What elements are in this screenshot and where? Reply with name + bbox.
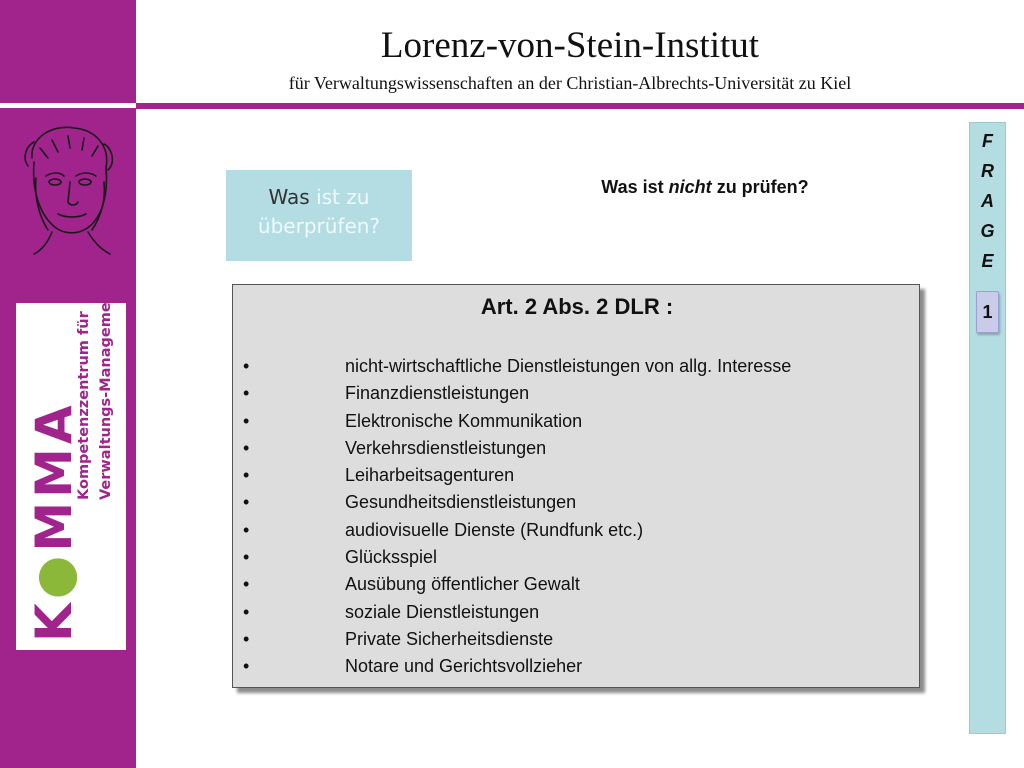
bullet-icon: • (243, 492, 250, 513)
list-item (233, 599, 921, 626)
logo-line-1: Kompetenzzentrum für (76, 311, 92, 500)
bullet-icon: • (243, 383, 250, 404)
list-item (233, 462, 921, 489)
header-divider (136, 103, 1024, 109)
list-item (233, 571, 921, 598)
bullet-icon: • (243, 574, 250, 595)
list-item (233, 408, 921, 435)
list-item (233, 353, 921, 380)
list-item (233, 544, 921, 571)
frage-label (969, 126, 1006, 276)
bullet-icon: • (243, 465, 250, 486)
list-item-text: Glücksspiel (345, 547, 438, 568)
list-item (233, 653, 921, 680)
institute-subtitle: für Verwaltungswissenschaften an der Christian-Albrechts-Universität zu Kiel (288, 73, 852, 93)
was-ist-zu-ueberpruefen-button[interactable] (226, 170, 412, 261)
list-item (233, 489, 921, 516)
sidebar-divider (0, 103, 136, 108)
question-emphasis: nicht (668, 177, 712, 197)
list-item-text: Leiharbeitsagenturen (345, 465, 515, 486)
list-item (233, 380, 921, 407)
list-item-text: nicht-wirtschaftliche Dienstleistungen von allg. Interesse (345, 356, 792, 376)
bullet-icon: • (243, 601, 250, 622)
bullet-icon: • (243, 410, 250, 431)
content-title: Art. 2 Abs. 2 DLR : (480, 294, 674, 319)
frage-letter: E (981, 251, 994, 271)
exclusions-box (232, 284, 920, 688)
frage-letter: R (981, 161, 994, 181)
bullet-icon: • (243, 656, 250, 677)
list-item-text: Verkehrsdienstleistungen (345, 437, 547, 458)
komma-logo (16, 285, 126, 650)
list-item (233, 626, 921, 653)
list-item-text: Elektronische Kommunikation (345, 410, 583, 431)
nav-button-part1: Was (268, 185, 310, 209)
list-item (233, 435, 921, 462)
was-ist-nicht-zu-pruefen-heading (560, 177, 850, 198)
frage-1-button[interactable]: 1 (976, 291, 999, 333)
portrait-sketch-icon (12, 118, 124, 258)
list-item-text: Private Sicherheitsdienste (345, 628, 554, 649)
list-item-text: Gesundheitsdienstleistungen (345, 492, 577, 513)
list-item-text: Notare und Gerichtsvollzieher (345, 656, 583, 677)
bullet-icon: • (243, 547, 250, 568)
bullet-icon: • (243, 519, 250, 540)
frage-letter: A (981, 191, 994, 211)
nav-button-part2: ist zu überprüfen? (257, 185, 381, 238)
list-item-text: Finanzdienstleistungen (345, 383, 530, 404)
bullet-icon: • (243, 628, 250, 649)
question-prefix: Was ist (601, 177, 664, 197)
exclusions-list (233, 353, 921, 681)
institute-title: Lorenz-von-Stein-Institut (380, 25, 760, 66)
list-item (233, 517, 921, 544)
frage-letter: G (980, 221, 995, 241)
frage-letter: F (982, 131, 993, 151)
question-suffix: zu prüfen? (716, 177, 809, 197)
list-item-text: Ausübung öffentlicher Gewalt (345, 574, 580, 595)
bullet-icon: • (243, 356, 250, 376)
logo-line-2: Verwaltungs-Management (98, 285, 114, 500)
bullet-icon: • (243, 437, 250, 458)
list-item-text: audiovisuelle Dienste (Rundfunk etc.) (345, 519, 644, 540)
list-item-text: soziale Dienstleistungen (345, 601, 540, 622)
logo-wordmark: K●MMA (25, 401, 83, 642)
